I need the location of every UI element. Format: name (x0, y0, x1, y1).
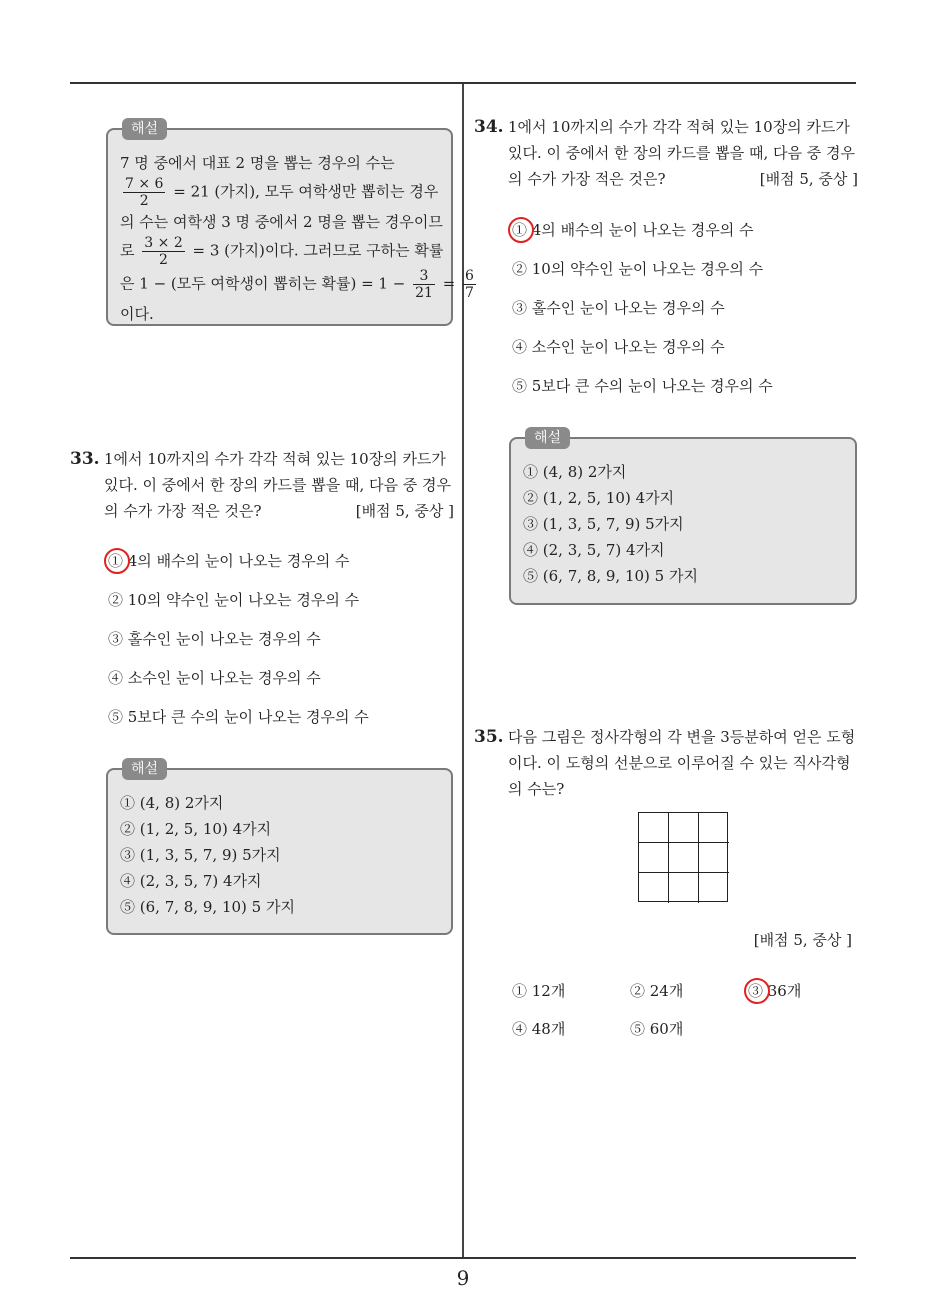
explanation-label: 해설 (122, 118, 167, 140)
grid-cell (699, 813, 729, 843)
question-34 (474, 114, 858, 192)
option-5[interactable]: ⑤ 5보다 큰 수의 눈이 나오는 경우의 수 (512, 377, 773, 395)
question-text-line: 의 수가 가장 적은 것은? (104, 502, 262, 520)
explanation-line-3: 의 수는 여학생 3 명 중에서 2 명을 뽑는 경우이므 (120, 213, 443, 231)
explanation-line: ③ (1, 3, 5, 7, 9) 5가지 (523, 515, 684, 533)
fraction: $\frac{3}{21}$ (415, 268, 433, 301)
grade-label: [배점 5, 중상 ] (753, 931, 852, 949)
option-4[interactable]: ④ 48개 (512, 1020, 566, 1038)
grid-cell (699, 873, 729, 903)
question-number: 33. (70, 449, 100, 469)
bottom-rule (70, 1257, 856, 1259)
page-number: 9 (456, 1266, 470, 1290)
square-grid-figure (638, 812, 728, 902)
grid-cell (639, 813, 669, 843)
explanation-box-34 (509, 430, 857, 605)
grid-cell (669, 873, 699, 903)
question-text-line: 의 수가 가장 적은 것은? (508, 170, 666, 188)
explanation-label: 해설 (525, 427, 570, 449)
explanation-box-33 (106, 761, 453, 935)
explanation-label: 해설 (122, 758, 167, 780)
explanation-line: ④ (2, 3, 5, 7) 4가지 (120, 872, 262, 890)
grid-cell (639, 843, 669, 873)
question-text-line: 있다. 이 중에서 한 장의 카드를 뽑을 때, 다음 중 경우 (508, 144, 856, 162)
option-5[interactable]: ⑤ 5보다 큰 수의 눈이 나오는 경우의 수 (108, 708, 369, 726)
question-35 (474, 724, 858, 802)
question-text-line: 의 수는? (508, 780, 565, 798)
explanation-line: ③ (1, 3, 5, 7, 9) 5가지 (120, 846, 281, 864)
option-3[interactable]: ③ 홀수인 눈이 나오는 경우의 수 (512, 299, 725, 317)
explanation-line-2: $\frac{7 \times 6}{2}$ = 21 (가지), 모두 여학생만 뽑히는 경우 (125, 176, 439, 209)
answer-circle-mark (104, 548, 130, 574)
grid-cell (639, 873, 669, 903)
option-2[interactable]: ② 10의 약수인 눈이 나오는 경우의 수 (108, 591, 360, 609)
question-text-line: 다음 그림은 정사각형의 각 변을 3등분하여 얻은 도형 (508, 728, 856, 746)
grade-label: [배점 5, 중상 ] (759, 170, 858, 188)
option-4[interactable]: ④ 소수인 눈이 나오는 경우의 수 (512, 338, 725, 356)
explanation-line: ⑤ (6, 7, 8, 9, 10) 5 가지 (523, 567, 698, 585)
option-1[interactable]: ① 4의 배수의 눈이 나오는 경우의 수 (512, 221, 754, 239)
option-1[interactable]: ① 4의 배수의 눈이 나오는 경우의 수 (108, 552, 350, 570)
grid-cell (669, 843, 699, 873)
option-3[interactable]: ③ 36개 (748, 982, 802, 1000)
question-33 (70, 446, 454, 524)
explanation-line: ② (1, 2, 5, 10) 4가지 (120, 820, 272, 838)
grid-cell (699, 843, 729, 873)
option-1[interactable]: ① 12개 (512, 982, 566, 1000)
option-4[interactable]: ④ 소수인 눈이 나오는 경우의 수 (108, 669, 321, 687)
option-2[interactable]: ② 10의 약수인 눈이 나오는 경우의 수 (512, 260, 764, 278)
option-5[interactable]: ⑤ 60개 (630, 1020, 684, 1038)
column-divider (462, 84, 464, 1258)
fraction: $\frac{3 \times 2}{2}$ (144, 235, 183, 268)
option-2[interactable]: ② 24개 (630, 982, 684, 1000)
question-number: 34. (474, 117, 504, 137)
answer-circle-mark (508, 217, 534, 243)
grid-cell (669, 813, 699, 843)
explanation-line: ④ (2, 3, 5, 7) 4가지 (523, 541, 665, 559)
explanation-line: ② (1, 2, 5, 10) 4가지 (523, 489, 675, 507)
explanation-line-4: 로 $\frac{3 \times 2}{2}$ = 3 (가지)이다. 그러므로 구하는 확률 (120, 235, 444, 268)
question-text-line: 1에서 10까지의 수가 각각 적혀 있는 10장의 카드가 (508, 118, 850, 136)
fraction: $\frac{6}{7}$ (465, 268, 474, 301)
grade-label: [배점 5, 중상 ] (355, 502, 454, 520)
explanation-line-6: 이다. (120, 305, 154, 323)
question-text-line: 이다. 이 도형의 선분으로 이루어질 수 있는 직사각형 (508, 754, 851, 772)
explanation-line-1: 7 명 중에서 대표 2 명을 뽑는 경우의 수는 (120, 154, 395, 172)
explanation-line: ⑤ (6, 7, 8, 9, 10) 5 가지 (120, 898, 295, 916)
explanation-line-5: 은 1 − (모두 여학생이 뽑히는 확률) = 1 − $\frac{3}{21}$ = $\frac{6}{7}$ (120, 268, 474, 301)
explanation-line: ① (4, 8) 2가지 (120, 794, 224, 812)
explanation-line: ① (4, 8) 2가지 (523, 463, 627, 481)
explanation-box-prev (106, 121, 474, 326)
answer-circle-mark (744, 978, 770, 1004)
question-number: 35. (474, 727, 504, 747)
question-text-line: 있다. 이 중에서 한 장의 카드를 뽑을 때, 다음 중 경우 (104, 476, 452, 494)
option-3[interactable]: ③ 홀수인 눈이 나오는 경우의 수 (108, 630, 321, 648)
fraction: $\frac{7 \times 6}{2}$ (125, 176, 164, 209)
question-text-line: 1에서 10까지의 수가 각각 적혀 있는 10장의 카드가 (104, 450, 446, 468)
